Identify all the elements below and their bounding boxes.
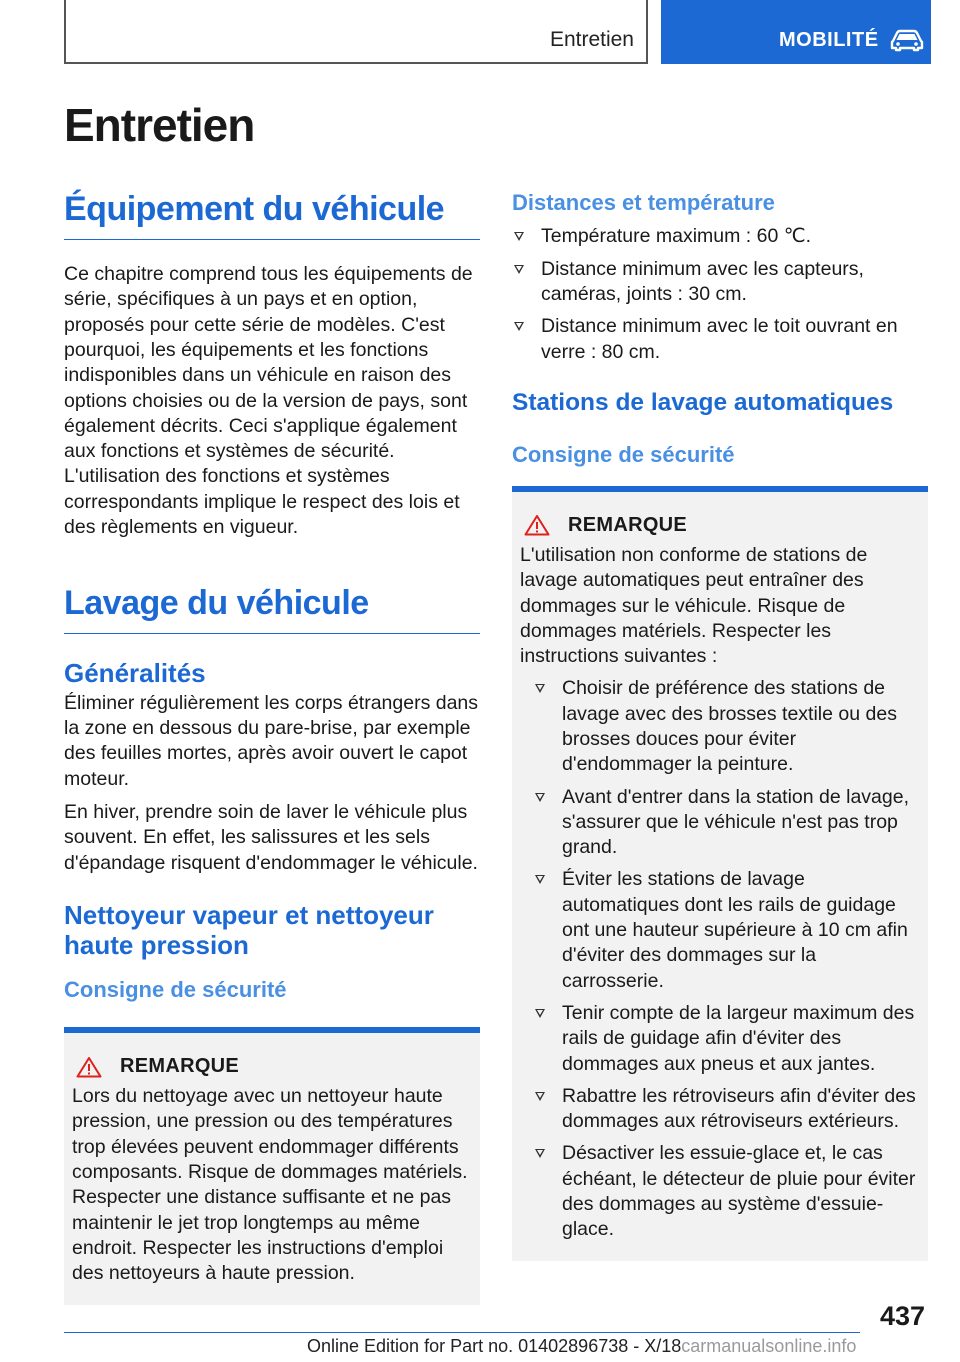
distances-list — [512, 224, 928, 364]
list-item: Avant d'entrer dans la station de lavage, s'assurer que le véhicule n'est pas trop grand. — [533, 785, 920, 861]
triangle-bullet-icon — [535, 1009, 545, 1018]
heading-nettoyeur: Nettoyeur vapeur et nettoyeur haute pression — [64, 899, 434, 961]
note-label-left: REMARQUE — [120, 1055, 240, 1078]
heading-lavage: Lavage du véhicule — [64, 584, 480, 634]
page-title: Entretien — [64, 99, 255, 151]
warning-icon — [524, 514, 550, 536]
header-section-box — [64, 0, 648, 64]
triangle-bullet-icon — [535, 875, 545, 884]
triangle-bullet-icon — [514, 322, 524, 331]
list-item: Température maximum : 60 ℃. — [512, 224, 928, 249]
note-label-right: REMARQUE — [568, 513, 688, 536]
note-header-right — [520, 514, 920, 537]
triangle-bullet-icon — [514, 265, 524, 274]
note-box-right — [512, 486, 928, 1261]
generalites-paragraph-2: En hiver, prendre soin de laver le véhicule plus souvent. En effet, les salissures et les sels d'épandage risquent d'endommager le véhicule. — [64, 801, 478, 874]
list-item: Distance minimum avec les capteurs, caméras, joints : 30 cm. — [512, 257, 928, 308]
triangle-bullet-icon — [535, 793, 545, 802]
list-item: Éviter les stations de lavage automatiques dont les rails de guidage ont une hauteur supérieure à 10 cm afin d'éviter des dommages sur la carrosserie. — [533, 867, 920, 993]
list-item: Distance minimum avec le toit ouvrant en verre : 80 cm. — [512, 314, 928, 365]
heading-consigne-right: Consigne de sécurité — [512, 441, 735, 467]
footer-text — [307, 1336, 856, 1357]
header-section-label: Entretien — [549, 28, 634, 51]
note-header-left — [72, 1055, 472, 1078]
list-item: Choisir de préférence des stations de lavage avec des brosses textile ou des brosses douces pour éviter d'endommager la peinture. — [533, 676, 920, 777]
triangle-bullet-icon — [535, 684, 545, 693]
right-column — [512, 190, 928, 1261]
warning-icon — [76, 1056, 102, 1078]
left-column — [64, 190, 480, 1305]
note-box-left — [64, 1027, 480, 1304]
note-intro-right: L'utilisation non conforme de stations de lavage automatiques peut entraîner des dommages sur le véhicule. Risque de dommages matériels. Respecter les instructions suivantes : — [520, 543, 868, 668]
generalites-paragraph-1: Éliminer régulièrement les corps étrangers dans la zone en dessous du pare-brise, par exemple des feuilles mortes, après avoir ouvert le capot moteur. — [64, 691, 479, 790]
page-number: 437 — [880, 1301, 926, 1331]
heading-distances: Distances et température — [512, 190, 775, 215]
list-item: Rabattre les rétroviseurs afin d'éviter des dommages aux rétroviseurs extérieurs. — [533, 1084, 920, 1135]
heading-consigne-left: Consigne de sécurité — [64, 976, 287, 1002]
triangle-bullet-icon — [514, 232, 524, 241]
footer-divider — [64, 1332, 860, 1333]
heading-generalites: Généralités — [64, 658, 206, 689]
footer-watermark: carmanualsonline.info — [681, 1336, 857, 1356]
note-list-right — [520, 676, 920, 1242]
triangle-bullet-icon — [535, 1149, 545, 1158]
equipement-text: Ce chapitre comprend tous les équipements de série, spécifiques à un pays et en option, proposés pour cette série de modèles. C'est pourquoi, les équipements et les fonctions indisponibles dans un véhicule en raison des options choisies ou de la version de pays, sont également décrits. Ceci s'applique également aux fonctions et systèmes de sécurité. L'utilisation des fonctions et systèmes correspondants implique le respect des lois et des règlements en vigueur. — [64, 263, 473, 539]
header-chapter-label: MOBILITÉ — [779, 29, 879, 51]
triangle-bullet-icon — [535, 1092, 545, 1101]
footer-edition: Online Edition for Part no. 01402896738 - X/18 — [307, 1336, 682, 1356]
list-item: Désactiver les essuie-glace et, le cas échéant, le détecteur de pluie pour éviter des dommages au système d'essuie-glace. — [533, 1141, 920, 1242]
header-chapter-tab — [661, 0, 931, 64]
list-item: Tenir compte de la largeur maximum des rails de guidage afin d'éviter des dommages aux pneus et aux jantes. — [533, 1001, 920, 1077]
heading-equipement: Équipement du véhicule — [64, 190, 480, 240]
car-icon — [889, 28, 925, 52]
note-text-left: Lors du nettoyage avec un nettoyeur haute pression, une pression ou des températures trop élevées peuvent endommager différents composants. Risque de dommages matériels. Respecter une distance suffisante et ne pas maintenir le jet trop longtemps au même endroit. Respecter les instructions d'emploi des nettoyeurs à haute pression. — [72, 1085, 468, 1285]
heading-stations: Stations de lavage automatiques — [512, 388, 894, 416]
